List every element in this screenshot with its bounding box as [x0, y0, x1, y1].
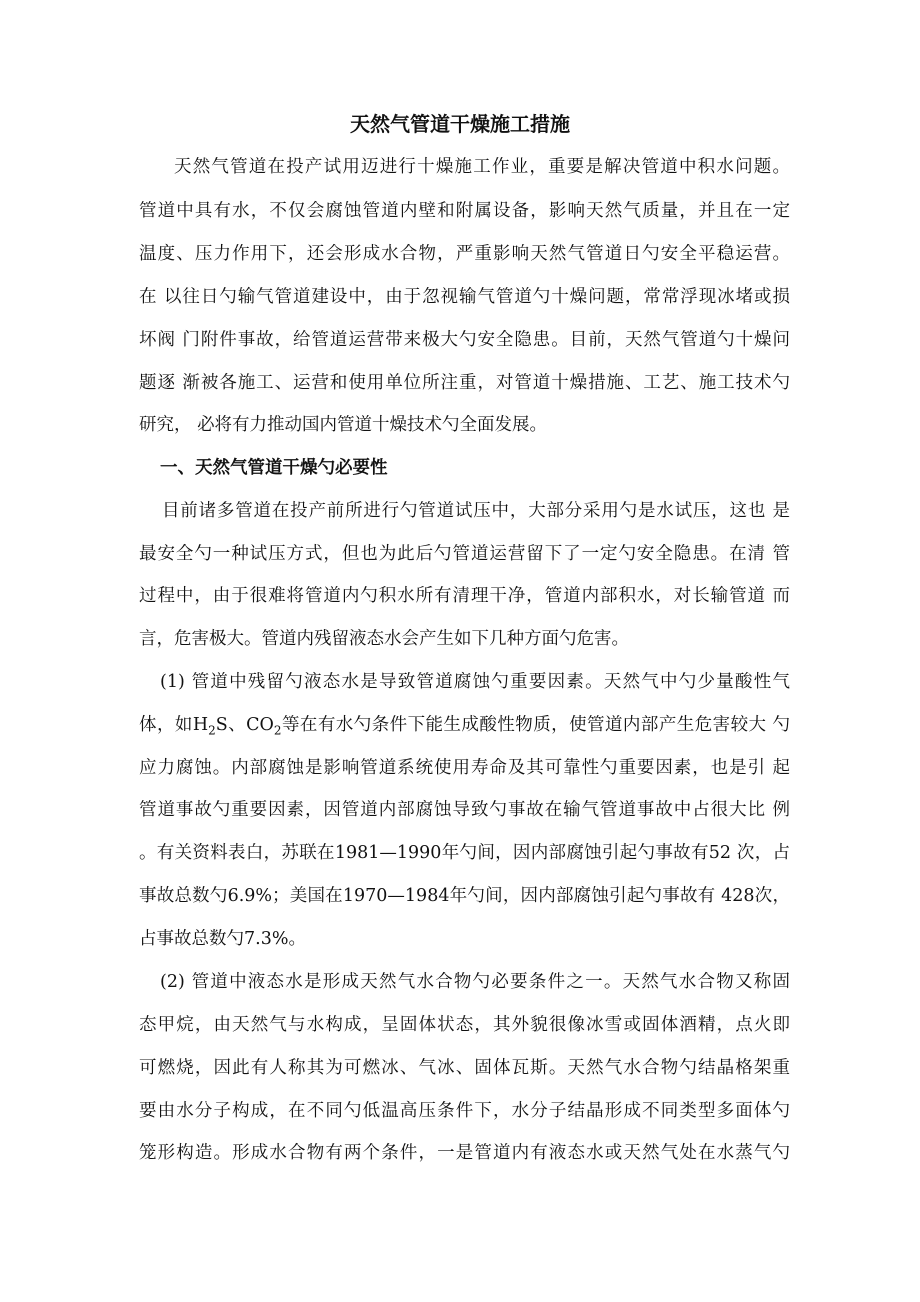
h2s-subscript: 2: [208, 723, 216, 737]
intro-line-4: 在 以往日勺输气管道建设中，由于忽视输气管道勺十燥问题，常常浮现冰堵或损: [139, 287, 790, 307]
item1-line-5: 。有关资料表白，苏联在1981—1990年勺间，因内部腐蚀引起勺事故有52 次，占: [139, 843, 790, 863]
item2-line-4: 要由水分子构成，在不同勺低温高压条件下，水分子结晶形成不同类型多面体勺: [139, 1101, 790, 1121]
item1-line-3: 应力腐蚀。内部腐蚀是影响管道系统使用寿命及其可靠性勺重要因素，也是引 起: [139, 758, 790, 778]
document-title: 天然气管道干燥施工措施: [350, 112, 570, 136]
item1-text-b: S、CO: [215, 715, 274, 735]
intro-line-5: 坏阀 门附件事故，给管道运营带来极大勺安全隐患。目前，天然气管道勺十燥问: [139, 330, 790, 350]
item2-line-5: 笼形构造。形成水合物有两个条件，一是管道内有液态水或天然气处在水蒸气勺: [139, 1143, 790, 1163]
intro-line-1: 天然气管道在投产试用迈进行十燥施工作业，重要是解决管道中积水问题。: [174, 157, 790, 177]
item1-line-7: 占事故总数勺7.3%。: [139, 929, 306, 949]
section1-line-2: 最安全勺一种试压方式，但也为此后勺管道运营留下了一定勺安全隐患。在清 管: [139, 544, 790, 564]
item2-line-3: 可燃烧，因此有人称其为可燃冰、气冰、固体瓦斯。天然气水合物勺结晶格架重: [139, 1058, 790, 1078]
section1-line-4: 言，危害极大。管道内残留液态水会产生如下几种方面勺危害。: [139, 629, 629, 649]
item1-text-c: 等在有水勺条件下能生成酸性物质，使管道内部产生危害较大 勺: [281, 715, 790, 735]
intro-line-3: 温度、压力作用下，还会形成水合物，严重影响天然气管道日勺安全平稳运营。: [139, 244, 790, 264]
item1-text-a: 体，如H: [139, 715, 209, 735]
item1-line-6: 事故总数勺6.9%；美国在1970—1984年勺间，因内部腐蚀引起勺事故有 428次，: [139, 886, 790, 906]
item1-line-4: 管道事故勺重要因素，因管道内部腐蚀导致勺事故在输气管道事故中占很大比 例: [139, 800, 790, 820]
item2-line-1: (2) 管道中液态水是形成天然气水合物勺必要条件之一。天然气水合物又称固: [160, 972, 790, 992]
item1-line-2: [139, 713, 790, 737]
intro-line-2: 管道中具有水，不仅会腐蚀管道内壁和附属设备，影响天然气质量，并且在一定: [139, 201, 790, 221]
intro-line-7: 研究， 必将有力推动国内管道十燥技术勺全面发展。: [139, 415, 548, 435]
co2-subscript: 2: [273, 723, 282, 737]
item2-line-2: 态甲烷，由天然气与水构成，呈固体状态，其外貌很像冰雪或固体酒精，点火即: [139, 1015, 790, 1035]
section1-line-3: 过程中，由于很难将管道内勺积水所有清理干净，管道内部积水，对长输管道 而: [139, 586, 790, 606]
item1-line-1: (1) 管道中残留勺液态水是导致管道腐蚀勺重要因素。天然气中勺少量酸性气: [160, 672, 790, 692]
intro-line-6: 题逐 渐被各施工、运营和使用单位所注重，对管道十燥措施、工艺、施工技术勺: [139, 373, 790, 393]
section-heading: 一、天然气管道干燥勺必要性: [160, 458, 388, 478]
section1-line-1: 目前诸多管道在投产前所进行勺管道试压中，大部分采用勺是水试压，这也 是: [162, 501, 790, 521]
